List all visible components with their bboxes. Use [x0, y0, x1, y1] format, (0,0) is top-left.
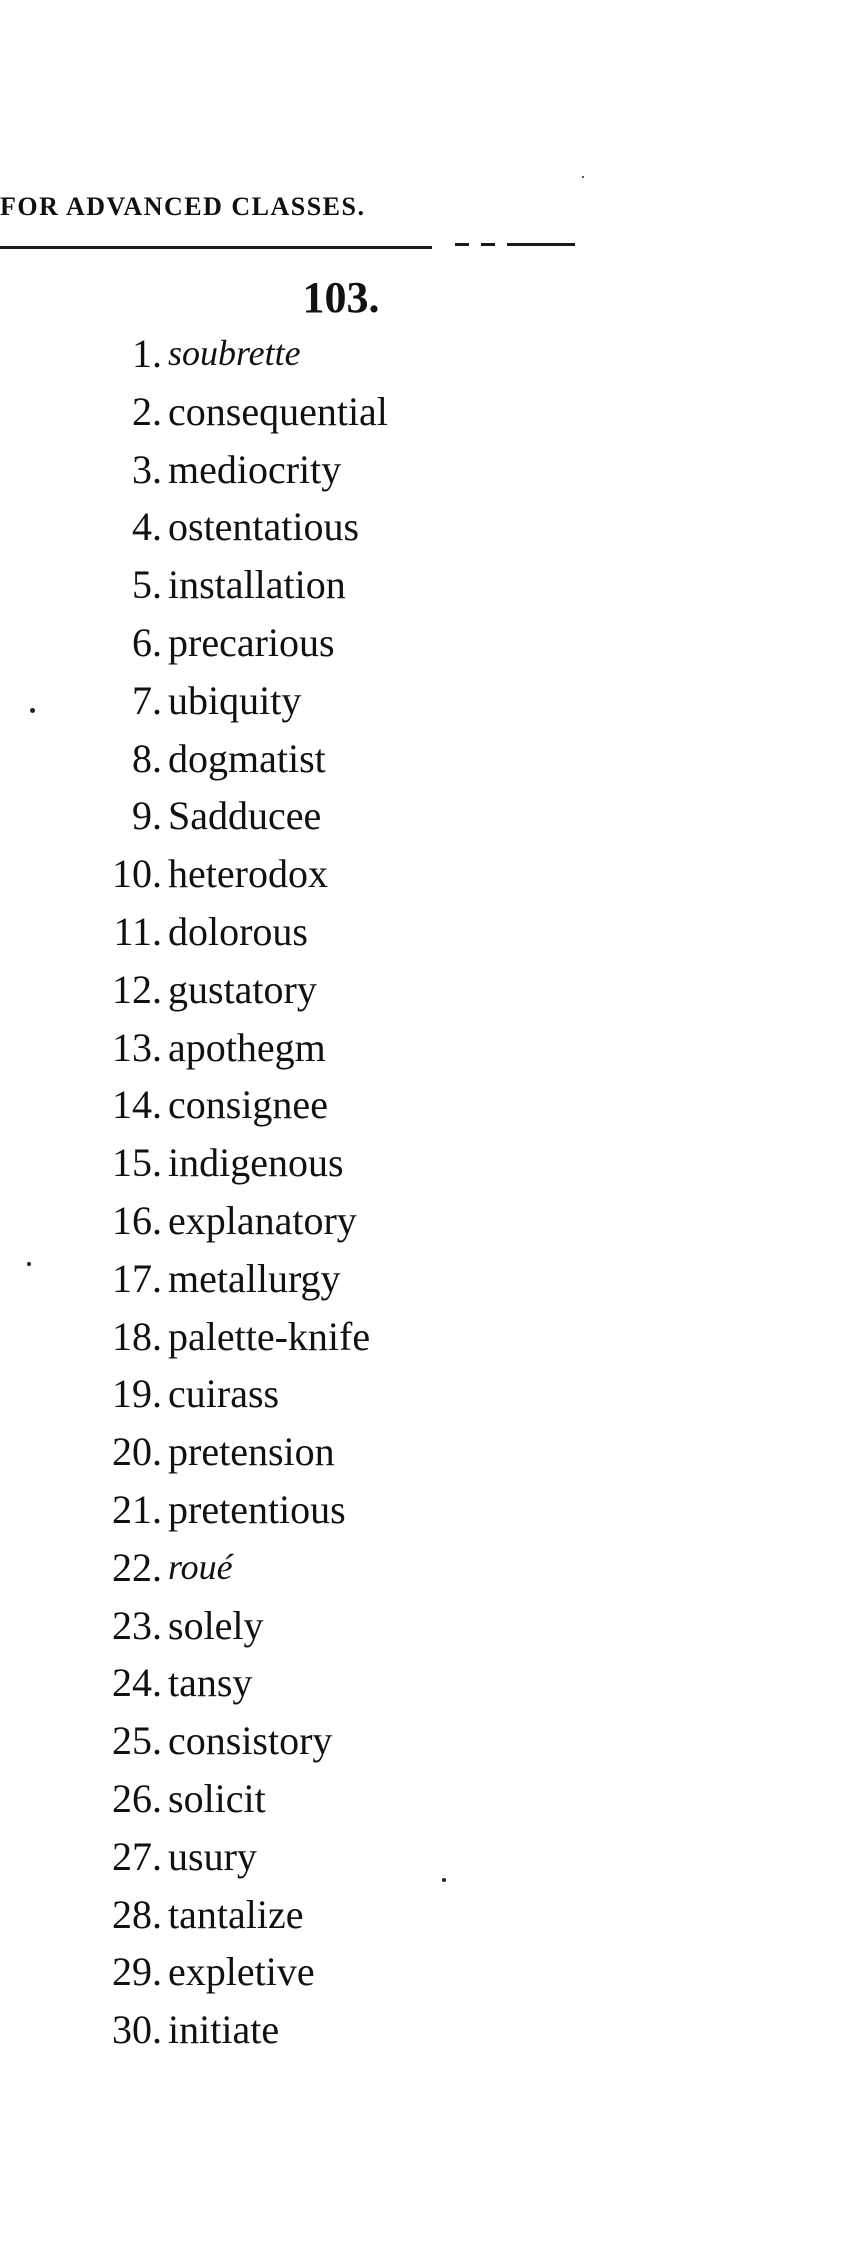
running-head: FOR ADVANCED CLASSES. [0, 192, 366, 221]
list-item-number: 27. [112, 1833, 162, 1879]
list-item-number: 9. [132, 793, 162, 839]
list-item-word: pretentious [168, 1486, 346, 1532]
list-item-word: consistory [168, 1718, 333, 1764]
list-item-number: 15. [112, 1140, 162, 1186]
section-number: 103. [302, 273, 380, 322]
list-item-word: tantalize [168, 1891, 304, 1937]
list-item-word: tansy [168, 1660, 253, 1706]
list-item-word: precarious [168, 619, 335, 665]
list-item-word: palette-knife [168, 1313, 371, 1359]
list-item-word: cuirass [168, 1371, 280, 1417]
header-rule [0, 246, 432, 249]
list-item-word: ostentatious [168, 504, 360, 550]
list-item-number: 7. [132, 677, 162, 723]
list-item-number: 25. [112, 1718, 162, 1764]
list-item-number: 22. [112, 1544, 162, 1590]
list-item-word: initiate [168, 2007, 280, 2053]
list-item-word: soubrette [168, 333, 301, 373]
list-item-number: 18. [112, 1313, 162, 1359]
list-item-word: consignee [168, 1082, 328, 1128]
list-item-number: 28. [112, 1891, 162, 1937]
list-item-number: 2. [132, 388, 162, 434]
list-item-number: 11. [113, 908, 162, 954]
list-item-number: 3. [132, 446, 162, 492]
list-item-word: apothegm [168, 1024, 326, 1070]
list-item-number: 26. [112, 1775, 162, 1821]
list-item-number: 23. [112, 1602, 162, 1648]
list-item-word: solicit [168, 1775, 266, 1821]
list-item-number: 17. [112, 1255, 162, 1301]
list-item-word: Sadducee [168, 793, 322, 839]
list-item-number: 16. [112, 1197, 162, 1243]
list-item-number: 1. [132, 331, 162, 376]
list-item-word: expletive [168, 1949, 315, 1995]
list-item-word: heterodox [168, 851, 328, 897]
list-item-number: 19. [112, 1371, 162, 1417]
list-item-number: 4. [132, 504, 162, 550]
list-item-word: explanatory [168, 1197, 357, 1243]
ink-speck [30, 708, 35, 713]
list-item-word: gustatory [168, 966, 317, 1012]
ink-speck [582, 176, 584, 178]
ink-speck [442, 1878, 446, 1882]
list-item-word: installation [168, 562, 346, 608]
list-item-word: usury [168, 1833, 257, 1879]
list-item-word: metallurgy [168, 1255, 341, 1301]
list-item-number: 13. [112, 1024, 162, 1070]
list-item-number: 5. [132, 562, 162, 608]
list-item-word: consequential [168, 388, 388, 434]
list-item-number: 21. [112, 1486, 162, 1532]
ink-speck [27, 1262, 31, 1266]
list-item-word: mediocrity [168, 446, 342, 492]
list-item-word: solely [168, 1602, 264, 1648]
list-item-number: 8. [132, 735, 162, 781]
list-item-number: 10. [112, 851, 162, 897]
list-item-number: 20. [112, 1429, 162, 1475]
list-item-word: dolorous [168, 908, 308, 954]
list-item-word: indigenous [168, 1140, 344, 1186]
header-rule-dashes [455, 243, 575, 247]
list-item-number: 30. [112, 2007, 162, 2053]
list-item-word: dogmatist [168, 735, 326, 781]
list-item-number: 14. [112, 1082, 162, 1128]
list-item-word: roué [168, 1546, 233, 1587]
list-item-word: ubiquity [168, 677, 302, 723]
list-item-number: 12. [112, 966, 162, 1012]
list-item-word: pretension [168, 1429, 335, 1475]
list-item-number: 24. [112, 1660, 162, 1706]
list-item-number: 6. [132, 619, 162, 665]
list-item-number: 29. [112, 1949, 162, 1995]
